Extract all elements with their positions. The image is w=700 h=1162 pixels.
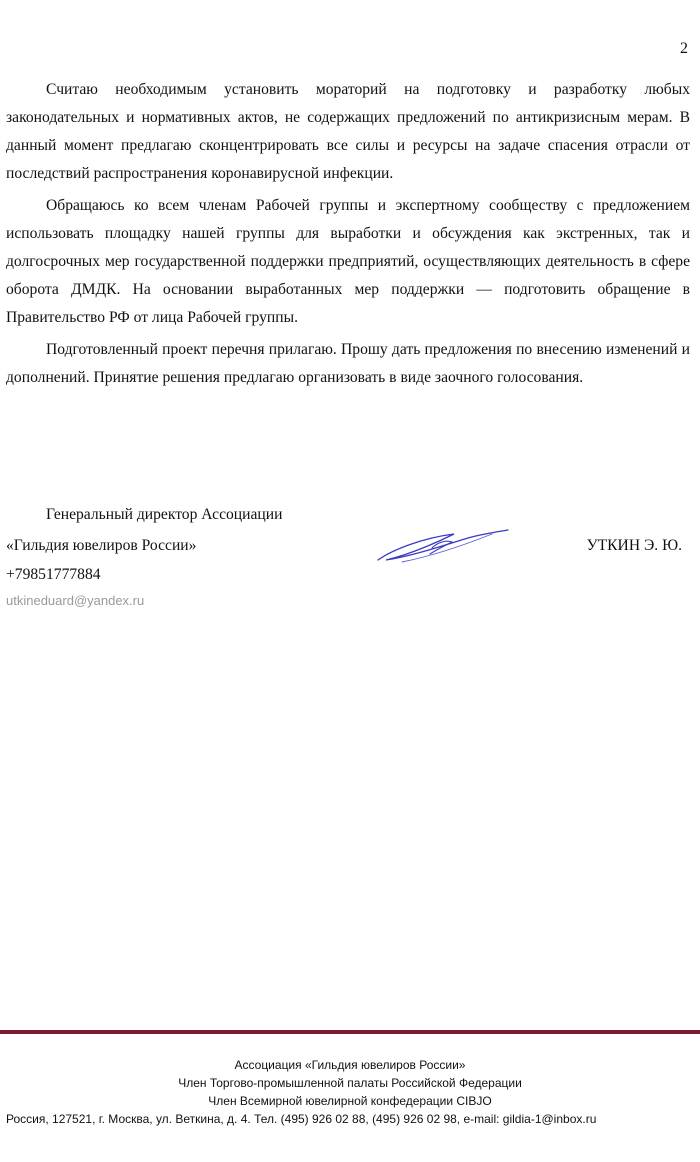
footer-association-name: Ассоциация «Гильдия ювелиров России»	[234, 1058, 466, 1072]
letter-body	[6, 76, 690, 396]
footer-contact-address: Россия, 127521, г. Москва, ул. Веткина, д. 4. Тел. (495) 926 02 88, (495) 926 02 98, e-mail: gildia-1@inbox.ru	[6, 1112, 597, 1126]
signatory-phone: +79851777884	[6, 566, 101, 583]
handwritten-signature	[372, 520, 512, 570]
paragraph-attachment: Подготовленный проект перечня прилагаю. Прошу дать предложения по внесению изменений и дополнений. Принятие решения предлагаю организовать в виде заочного голосования.	[6, 341, 690, 386]
signature-stroke-tail	[402, 534, 492, 562]
signatory-organization: «Гильдия ювелиров России»	[6, 537, 197, 554]
signatory-title: Генеральный директор Ассоциации	[46, 506, 283, 523]
signatory-email[interactable]: utkineduard@yandex.ru	[6, 593, 145, 608]
page-number: 2	[680, 40, 688, 57]
footer-cibjo-membership: Член Всемирной ювелирной конфедерации CIBJO	[208, 1094, 492, 1108]
paragraph-moratorium: Считаю необходимым установить мораторий на подготовку и разработку любых законодательных и нормативных актов, не содержащих предложений по антикризисным мерам. В данный момент предлагаю сконцентрировать все силы и ресурсы на задаче спасения отрасли от последствий распространения коронавирусной инфекции.	[6, 81, 690, 182]
letterhead-footer	[0, 1056, 700, 1128]
footer-chamber-membership: Член Торгово-промышленной палаты Российской Федерации	[178, 1076, 522, 1090]
paragraph-appeal: Обращаюсь ко всем членам Рабочей группы и экспертному сообществу с предложением использовать площадку нашей группы для выработки и обсуждения как экстренных, так и долгосрочных мер государственной поддержки предприятий, осуществляющих деятельность в сфере оборота ДМДК. На основании выработанных мер поддержки — подготовить обращение в Правительство РФ от лица Рабочей группы.	[6, 197, 690, 326]
signatory-name: УТКИН Э. Ю.	[586, 537, 682, 554]
footer-divider	[0, 1030, 700, 1034]
signature-stroke-main	[378, 530, 508, 560]
